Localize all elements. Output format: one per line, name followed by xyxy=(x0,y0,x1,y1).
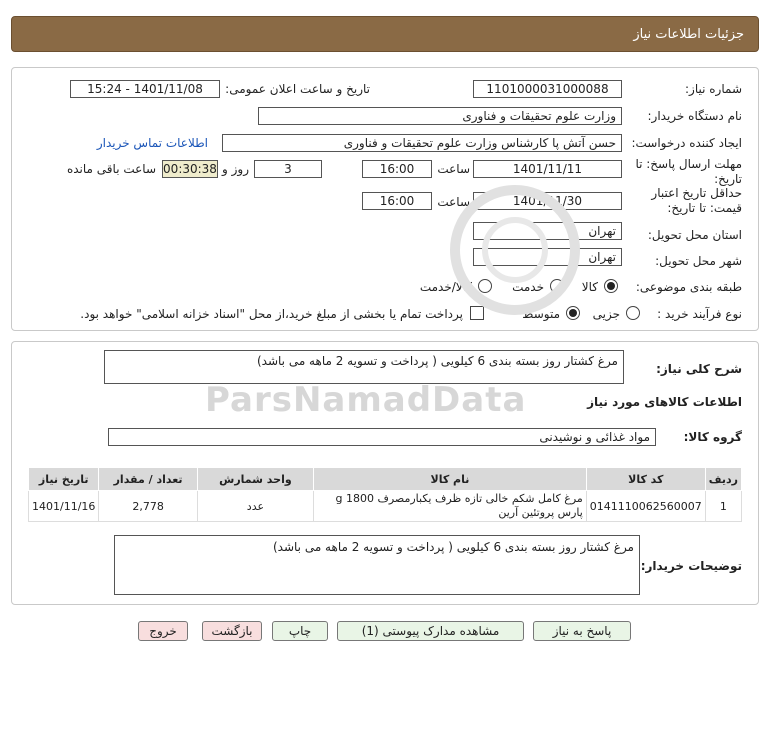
goods-group-field: مواد غذائی و نوشیدنی xyxy=(108,428,656,446)
process-radio-minor[interactable] xyxy=(626,306,640,320)
cell-name: مرغ کامل شکم خالی تازه ظرف یکبارمصرف 1800 g پارس پروتئین آرین xyxy=(314,491,587,522)
validity-label-2: قیمت: تا تاریخ: xyxy=(667,201,742,215)
category-radio-service[interactable] xyxy=(550,279,564,293)
category-option-service: خدمت xyxy=(512,280,544,294)
announce-field: 1401/11/08 - 15:24 xyxy=(70,80,220,98)
buyer-notes-label: توضیحات خریدار: xyxy=(640,559,742,573)
requester-label: ایجاد کننده درخواست: xyxy=(631,136,742,150)
buyer-org-field: وزارت علوم تحقیقات و فناوری xyxy=(258,107,622,125)
category-option-goods: کالا xyxy=(581,280,598,294)
validity-date-field: 1401/11/30 xyxy=(473,192,622,210)
col-unit: واحد شمارش xyxy=(197,468,313,491)
need-number-field: 1101000031000088 xyxy=(473,80,622,98)
deadline-time-field: 16:00 xyxy=(362,160,432,178)
deadline-days-label: روز و xyxy=(222,162,249,176)
goods-section-title: اطلاعات کالاهای مورد نیاز xyxy=(587,395,742,409)
attachments-button[interactable]: مشاهده مدارک پیوستی (1) xyxy=(337,621,524,641)
description-label: شرح کلی نیاز: xyxy=(656,362,742,376)
watermark-logo: ParsNamadData xyxy=(205,380,527,420)
col-row: ردیف xyxy=(705,468,741,491)
buyer-notes-field: مرغ کشتار روز بسته بندی 6 کیلویی ( پرداخت و تسویه 2 ماهه می باشد) xyxy=(114,535,640,595)
category-option-goods-service: کالا/خدمت xyxy=(419,280,472,294)
goods-table-header xyxy=(29,468,742,491)
exit-button[interactable]: خروج xyxy=(138,621,188,641)
validity-time-label: ساعت xyxy=(437,195,470,209)
need-number-label: شماره نیاز: xyxy=(685,82,742,96)
buyer-contact-link[interactable]: اطلاعات تماس خریدار xyxy=(96,136,208,150)
cell-quantity: 2,778 xyxy=(99,491,197,522)
col-quantity: تعداد / مقدار xyxy=(99,468,197,491)
deadline-days-field: 3 xyxy=(254,160,322,178)
page-title: جزئیات اطلاعات نیاز xyxy=(633,27,744,42)
cell-unit: عدد xyxy=(197,491,313,522)
validity-time-field: 16:00 xyxy=(362,192,432,210)
province-label: استان محل تحویل: xyxy=(647,228,742,242)
goods-group-label: گروه کالا: xyxy=(683,430,742,444)
cell-row: 1 xyxy=(705,491,741,522)
table-row xyxy=(29,491,742,522)
category-label: طبقه بندی موضوعی: xyxy=(635,280,742,294)
cell-code: 0141110062560007 xyxy=(586,491,705,522)
print-button[interactable]: چاپ xyxy=(272,621,328,641)
col-code: کد کالا xyxy=(586,468,705,491)
requester-field: حسن آتش پا کارشناس وزارت علوم تحقیقات و فناوری xyxy=(222,134,622,152)
validity-label-1: حداقل تاریخ اعتبار xyxy=(651,186,742,200)
process-option-minor: جزیی xyxy=(592,307,620,321)
deadline-label-2: تاریخ: xyxy=(714,172,742,186)
category-radio-goods[interactable] xyxy=(604,279,618,293)
city-field: تهران xyxy=(473,248,622,266)
buyer-org-label: نام دستگاه خریدار: xyxy=(647,109,742,123)
reply-button[interactable]: پاسخ به نیاز xyxy=(533,621,631,641)
category-radio-goods-service[interactable] xyxy=(478,279,492,293)
province-field: تهران xyxy=(473,222,622,240)
page-header xyxy=(11,16,759,52)
treasury-payment-note: پرداخت تمام یا بخشی از مبلغ خرید،از محل "اسناد خزانه اسلامی" خواهد بود. xyxy=(80,307,463,321)
process-label: نوع فرآیند خرید : xyxy=(657,307,742,321)
announce-label: تاریخ و ساعت اعلان عمومی: xyxy=(225,82,370,96)
cell-need-date: 1401/11/16 xyxy=(29,491,99,522)
treasury-payment-checkbox[interactable] xyxy=(470,306,484,320)
remaining-time-field: 00:30:38 xyxy=(163,162,217,176)
city-label: شهر محل تحویل: xyxy=(655,254,742,268)
remaining-time-label: ساعت باقی مانده xyxy=(66,162,156,176)
deadline-time-label: ساعت xyxy=(437,162,470,176)
goods-table xyxy=(28,467,742,522)
process-radio-medium[interactable] xyxy=(566,306,580,320)
col-need-date: تاریخ نیاز xyxy=(29,468,99,491)
description-field: مرغ کشتار روز بسته بندی 6 کیلویی ( پرداخت و تسویه 2 ماهه می باشد) xyxy=(104,350,624,384)
deadline-date-field: 1401/11/11 xyxy=(473,160,622,178)
back-button[interactable]: بازگشت xyxy=(202,621,262,641)
deadline-label-1: مهلت ارسال پاسخ: تا xyxy=(635,157,742,171)
col-name: نام کالا xyxy=(314,468,587,491)
process-option-medium: متوسط xyxy=(522,307,560,321)
